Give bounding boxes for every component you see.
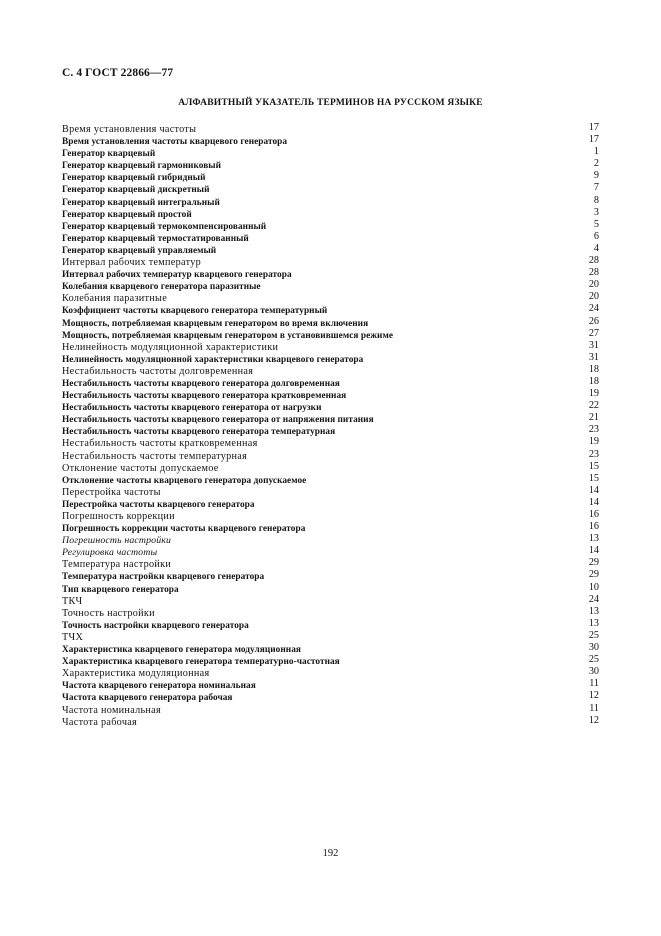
index-term: ТЧХ [62, 631, 84, 643]
index-term: Температура настройки [62, 559, 172, 571]
index-page-number: 26 [588, 315, 599, 327]
index-entry [62, 207, 599, 219]
index-term: Точность настройки [62, 607, 155, 619]
index-term: Погрешность коррекции [62, 511, 175, 522]
index-term: Нестабильность частоты кварцевого генератора температурная [62, 427, 336, 438]
index-entry [62, 328, 599, 340]
index-term: Нелинейность модуляционной характеристики [62, 341, 279, 353]
index-entry [62, 557, 599, 569]
index-page-number: 29 [588, 569, 599, 581]
index-page-number: 30 [588, 666, 599, 678]
page-number: 192 [322, 848, 339, 859]
index-page-number: 16 [588, 521, 599, 533]
index-entry [62, 243, 599, 255]
index-page-number: 23 [588, 448, 599, 460]
index-page-number: 14 [588, 496, 599, 508]
index-page-number: 17 [588, 134, 599, 146]
index-term: Нестабильность частоты кварцевого генератора долговременная [62, 378, 340, 389]
index-term: Нестабильность частоты кварцевого генератора от нагрузки [62, 403, 322, 414]
index-page-number: 28 [588, 255, 599, 267]
index-entry [62, 509, 599, 521]
index-entry [62, 255, 599, 267]
index-entry [62, 461, 599, 473]
index-term: Нестабильность частоты долговременная [62, 365, 254, 377]
index-entry [62, 473, 599, 485]
index-page-number: 20 [588, 291, 599, 303]
index-page-number: 24 [588, 593, 599, 605]
index-entry [62, 231, 599, 243]
index-term: Мощность, потребляемая кварцевым генератором во время включения [62, 318, 369, 329]
index-page-number: 19 [588, 436, 599, 448]
index-entry [62, 134, 599, 146]
index-page-number: 8 [593, 194, 599, 206]
index-page-number: 19 [588, 388, 599, 400]
index-term: Колебания кварцевого генератора паразитные [62, 282, 261, 293]
index-term: Точность настройки кварцевого генератора [62, 620, 249, 631]
index-page-number: 10 [588, 581, 599, 593]
index-term: Генератор кварцевый интегральный [62, 197, 220, 208]
index-entry [62, 424, 599, 436]
index-entry [62, 582, 599, 594]
index-entry [62, 485, 599, 497]
index-term: Тип кварцевого генератора [62, 584, 179, 595]
index-term: Генератор кварцевый дискретный [62, 185, 210, 196]
index-entry [62, 654, 599, 666]
index-entry [62, 170, 599, 182]
index-entry [62, 678, 599, 690]
index-entry [62, 158, 599, 170]
index-entry [62, 715, 599, 727]
index-page-number: 1 [593, 146, 599, 158]
index-term: Генератор кварцевый гармониковый [62, 161, 221, 172]
index-term: Колебания паразитные [62, 293, 168, 305]
index-entry [62, 606, 599, 618]
index-page-number: 30 [588, 642, 599, 654]
index-page-number: 7 [593, 182, 599, 194]
index-entry [62, 436, 599, 448]
index-page-number: 20 [588, 279, 599, 291]
index-term: Нестабильность частоты кратковременная [62, 438, 258, 450]
index-entry [62, 545, 599, 557]
index-term: Время установления частоты [62, 124, 197, 135]
index-page-number: 13 [588, 605, 599, 617]
index-term: Частота кварцевого генератора номинальная [62, 681, 256, 692]
index-page-number: 5 [593, 218, 599, 230]
index-entry [62, 303, 599, 315]
index-entry [62, 291, 599, 303]
index-term: Перестройка частоты кварцевого генератора [62, 499, 255, 510]
index-entry [62, 195, 599, 207]
index-page-number: 12 [588, 690, 599, 702]
index-entry [62, 642, 599, 654]
index-page-number: 12 [588, 714, 599, 726]
index-page-number: 15 [588, 460, 599, 472]
index-page-number: 6 [593, 230, 599, 242]
index-term: Отклонение частоты кварцевого генератора допускаемое [62, 475, 307, 486]
index-entry [62, 376, 599, 388]
index-entry [62, 412, 599, 424]
index-entry [62, 146, 599, 158]
index-page-number: 25 [588, 654, 599, 666]
index-term: Нестабильность частоты кварцевого генератора от напряжения питания [62, 415, 374, 426]
index-entry [62, 690, 599, 702]
index-term: Интервал рабочих температур [62, 257, 201, 269]
index-entry [62, 267, 599, 279]
index-page-number: 14 [588, 545, 599, 557]
index-entry [62, 182, 599, 194]
index-page-number: 14 [588, 484, 599, 496]
index-page-number: 11 [589, 702, 599, 714]
index-entry [62, 316, 599, 328]
index-term: Генератор кварцевый простой [62, 209, 192, 220]
index-term: Интервал рабочих температур кварцевого генератора [62, 270, 292, 281]
running-header: С. 4 ГОСТ 22866—77 [62, 67, 174, 79]
index-page-number: 21 [588, 412, 599, 424]
index-entry [62, 521, 599, 533]
index-page-number: 4 [593, 242, 599, 254]
index-term: Частота номинальная [62, 704, 161, 716]
index-term: Коэффициент частоты кварцевого генератора температурный [62, 306, 328, 317]
index-page-number: 31 [588, 339, 599, 351]
index-page-number: 25 [588, 629, 599, 641]
index-page-number: 9 [593, 170, 599, 182]
index-page-number: 18 [588, 363, 599, 375]
index-term: Характеристика кварцевого генератора модуляционная [62, 645, 301, 656]
index-page-number: 2 [593, 158, 599, 170]
index-page-number: 15 [588, 472, 599, 484]
index-term: Генератор кварцевый термокомпенсированный [62, 221, 267, 232]
index-entry [62, 219, 599, 231]
index-entry [62, 630, 599, 642]
index-title: АЛФАВИТНЫЙ УКАЗАТЕЛЬ ТЕРМИНОВ НА РУССКОМ ЯЗЫКЕ [178, 98, 483, 108]
index-term: Нестабильность частоты температурная [62, 450, 248, 462]
index-entry [62, 279, 599, 291]
index-entry [62, 400, 599, 412]
index-page-number: 23 [588, 424, 599, 436]
index-term: Мощность, потребляемая кварцевым генератором в установившемся режиме [62, 330, 394, 341]
index-page-number: 16 [588, 509, 599, 520]
index-term: Частота кварцевого генератора рабочая [62, 693, 233, 704]
index-page-number: 13 [588, 533, 599, 545]
index-term: Температура настройки кварцевого генератора [62, 572, 265, 583]
index-page-number: 22 [588, 400, 599, 412]
index-term: Отклонение частоты допускаемое [62, 462, 219, 474]
index-page-number: 31 [588, 351, 599, 363]
index-page-number: 3 [593, 206, 599, 218]
index-term: Генератор кварцевый гибридный [62, 173, 206, 184]
index-entry [62, 594, 599, 606]
index-page-number: 28 [588, 267, 599, 279]
index-page-number: 29 [588, 557, 599, 569]
index-entry [62, 388, 599, 400]
index-entry [62, 533, 599, 545]
index-entry [62, 569, 599, 581]
index-entry [62, 666, 599, 678]
index-term: Генератор кварцевый управляемый [62, 245, 217, 256]
index-term: Характеристика кварцевого генератора температурно-частотная [62, 657, 340, 668]
index-term: Нестабильность частоты кварцевого генератора кратковременная [62, 391, 347, 402]
index-term: Регулировка частоты [62, 547, 158, 559]
index-term: Генератор кварцевый [62, 149, 156, 160]
index-term: Частота рабочая [62, 716, 138, 728]
index-term: ТКЧ [62, 595, 83, 607]
index-term: Нелинейность модуляционной характеристики кварцевого генератора [62, 354, 364, 365]
index-entry [62, 449, 599, 461]
index-entry [62, 703, 599, 715]
index-term: Характеристика модуляционная [62, 668, 210, 680]
index-entry [62, 497, 599, 509]
index-entry [62, 364, 599, 376]
term-index-list [62, 122, 599, 727]
index-entry [62, 122, 599, 134]
index-entry [62, 352, 599, 364]
index-term: Погрешность коррекции частоты кварцевого генератора [62, 524, 306, 535]
index-term: Генератор кварцевый термостатированный [62, 233, 249, 244]
index-page-number: 27 [588, 327, 599, 339]
index-entry [62, 618, 599, 630]
index-page-number: 11 [589, 678, 599, 690]
index-term: Погрешность настройки [62, 535, 172, 547]
index-term: Время установления частоты кварцевого генератора [62, 137, 288, 148]
index-entry [62, 340, 599, 352]
index-page-number: 18 [588, 375, 599, 387]
index-page-number: 24 [588, 303, 599, 315]
index-term: Перестройка частоты [62, 486, 161, 498]
index-page-number: 17 [588, 122, 599, 133]
index-page-number: 13 [588, 617, 599, 629]
